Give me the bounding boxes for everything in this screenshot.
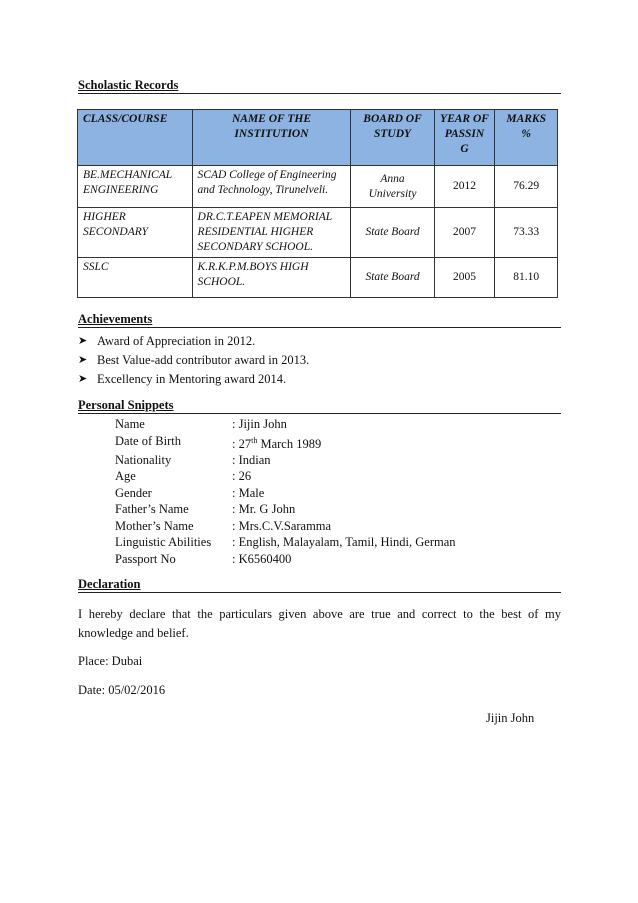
snippets-heading: Personal Snippets xyxy=(78,398,561,414)
cell-marks: 76.29 xyxy=(495,166,558,208)
col-header-year: YEAR OF PASSIN G xyxy=(434,110,495,166)
snippet-row xyxy=(115,501,456,518)
snippet-row xyxy=(115,534,456,551)
arrow-bullet-icon: ➤ xyxy=(78,373,88,385)
list-item: ➤ Excellency in Mentoring award 2014. xyxy=(78,372,287,386)
cell-course: SSLC xyxy=(78,258,193,298)
snippet-row xyxy=(115,485,456,502)
snippet-row xyxy=(115,468,456,485)
table-header-row xyxy=(78,110,558,166)
cell-marks: 81.10 xyxy=(495,258,558,298)
arrow-bullet-icon: ➤ xyxy=(78,354,88,366)
scholastic-table xyxy=(77,109,558,298)
cell-marks: 73.33 xyxy=(495,208,558,258)
snippet-value: : Jijin John xyxy=(232,417,287,431)
table-row xyxy=(78,258,558,298)
cell-institution: DR.C.T.EAPEN MEMORIAL RESIDENTIAL HIGHER SECONDARY SCHOOL. xyxy=(192,208,351,258)
snippet-label: Passport No xyxy=(115,551,176,566)
list-item: ➤ Best Value-add contributor award in 2013. xyxy=(78,353,310,367)
list-item: ➤ Award of Appreciation in 2012. xyxy=(78,334,256,348)
snippet-row xyxy=(115,518,456,535)
cell-year: 2007 xyxy=(434,208,495,258)
cell-course: HIGHER SECONDARY xyxy=(78,208,193,258)
date-line: Date: 05/02/2016 xyxy=(78,683,166,697)
cell-board: State Board xyxy=(351,208,434,258)
cell-year: 2012 xyxy=(434,166,495,208)
arrow-bullet-icon: ➤ xyxy=(78,335,88,347)
table-row xyxy=(78,166,558,208)
snippet-label: Father’s Name xyxy=(115,502,189,517)
snippet-value: : Mr. G John xyxy=(232,502,296,517)
cell-board: Anna University xyxy=(351,166,434,208)
col-header-course: CLASS/COURSE xyxy=(78,110,193,166)
scholastic-heading: Scholastic Records xyxy=(78,78,561,94)
table-row xyxy=(78,208,558,258)
snippet-label: Linguistic Abilities xyxy=(115,535,212,550)
achievements-heading: Achievements xyxy=(78,312,561,328)
snippet-label: Mother’s Name xyxy=(115,518,194,533)
place-line: Place: Dubai xyxy=(78,654,143,668)
declaration-text: I hereby declare that the particulars given above are true and correct to the best of my knowledge and belief. xyxy=(78,607,561,640)
snippet-value: : 26 xyxy=(232,469,252,484)
signature-name: Jijin John xyxy=(486,711,535,725)
snippet-value: : Indian xyxy=(232,452,271,467)
col-header-marks: MARKS % xyxy=(495,110,558,166)
cell-board: State Board xyxy=(351,258,434,298)
cell-year: 2005 xyxy=(434,258,495,298)
cell-course: BE.MECHANICAL ENGINEERING xyxy=(78,166,193,208)
snippet-row xyxy=(115,551,456,568)
snippet-row xyxy=(115,433,456,452)
snippet-label: Nationality xyxy=(115,452,172,467)
snippet-row xyxy=(115,416,456,433)
col-header-institution: NAME OF THE INSTITUTION xyxy=(192,110,351,166)
snippet-label: Date of Birth xyxy=(115,433,181,448)
personal-snippets-table xyxy=(115,416,456,567)
snippet-value: : English, Malayalam, Tamil, Hindi, German xyxy=(232,535,456,550)
col-header-board: BOARD OF STUDY xyxy=(351,110,434,166)
snippet-value: : Mrs.C.V.Saramma xyxy=(232,518,332,533)
snippet-label: Age xyxy=(115,469,136,484)
snippet-value: : Male xyxy=(232,485,265,500)
snippet-value: : 27th March 1989 xyxy=(232,435,322,451)
snippet-value: : K6560400 xyxy=(232,551,292,566)
cell-institution: K.R.K.P.M.BOYS HIGH SCHOOL. xyxy=(192,258,351,298)
cell-institution: SCAD College of Engineering and Technology, Tirunelveli. xyxy=(192,166,351,208)
snippet-label: Name xyxy=(115,417,145,431)
achievements-list xyxy=(78,333,309,390)
declaration-heading: Declaration xyxy=(78,577,561,593)
snippet-label: Gender xyxy=(115,485,152,500)
snippet-row xyxy=(115,452,456,469)
